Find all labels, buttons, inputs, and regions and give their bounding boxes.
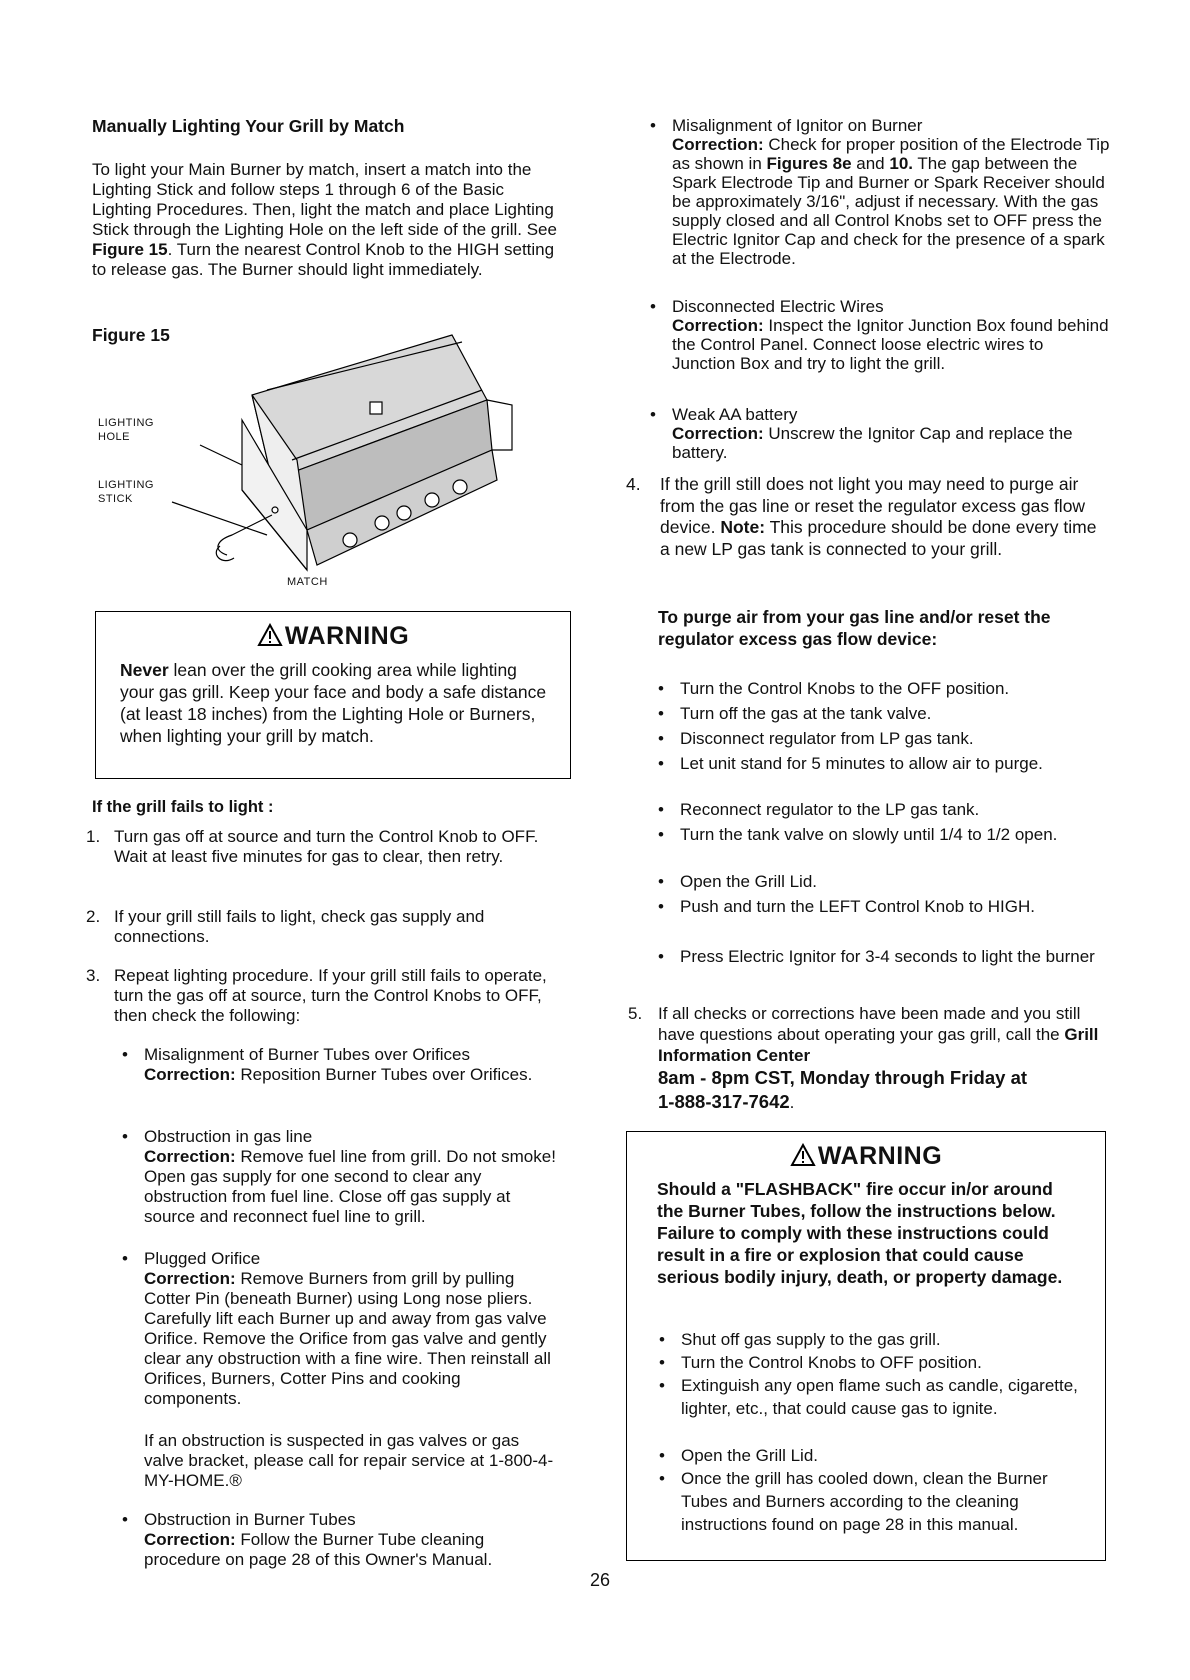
figure-caption: Figure 15	[92, 325, 170, 345]
page-number: 26	[590, 1570, 611, 1590]
hours: 8am - 8pm CST, Monday through Friday at	[658, 1067, 1028, 1088]
grill-info-center: Grill Information Center	[658, 1025, 1099, 1065]
phone-number: 1-888-317-7642	[658, 1091, 790, 1112]
section-heading: Manually Lighting Your Grill by Match	[92, 116, 405, 136]
lighting-hole-label-1: LIGHTING	[98, 417, 154, 429]
lighting-hole-label-2: HOLE	[98, 431, 130, 443]
warning-box-flashback: WARNING Should a "FLASHBACK" fire occur in/or around the Burner Tubes, follow the instructions below. Failure to comply with these instructions could result in a fire or explosion that could cause serious bodily injury, death, or property damage. • Shut off gas supply to the gas grill. • Turn the Control Knobs to OFF position. • Extinguish any open flame such as candle, cigarette, lighter, etc., that could cause gas to ignite. • Open the Grill Lid. • Once the grill has cooled down, clean the Burner Tubes and Burners according to the cleaning instructions found on page 28 in this manual.	[626, 1131, 1106, 1561]
figure-reference: Figure 15	[92, 240, 168, 259]
intro-paragraph: To light your Main Burner by match, insert a match into the Lighting Stick and follow steps 1 through 6 of the Basic Lighting Procedures. Then, light the match and place Lighting Stick through the Lighting Hole on the left side of the grill. See Figure 15. Turn the nearest Control Knob to the HIGH setting to release gas. The Burner should light immediately.	[92, 160, 557, 279]
grill-figure	[92, 330, 572, 610]
fails-heading: If the grill fails to light :	[92, 798, 274, 816]
match-label: MATCH	[287, 576, 328, 588]
purge-heading: To purge air from your gas line and/or reset the regulator excess gas flow device:	[658, 607, 1051, 649]
warning-title: WARNING	[96, 622, 570, 651]
lighting-stick-label-1: LIGHTING	[98, 479, 154, 491]
repair-note: If an obstruction is suspected in gas valves or gas valve bracket, please call for repair service at 1-800-4-MY-HOME.®	[144, 1431, 554, 1490]
grill-illustration	[92, 330, 572, 610]
warning-triangle-icon	[257, 623, 283, 647]
warning-title: WARNING	[627, 1142, 1105, 1171]
warning-bold-text: Should a "FLASHBACK" fire occur in/or around the Burner Tubes, follow the instructions below. Failure to comply with these instructions could result in a fire or explosion that could cause serious bodily injury, death, or property damage.	[657, 1179, 1063, 1287]
warning-text: Never lean over the grill cooking area while lighting your gas grill. Keep your face and body a safe distance (at least 18 inches) from the Lighting Hole or Burners, when lighting your grill by match.	[120, 660, 547, 746]
warning-triangle-icon	[790, 1143, 816, 1167]
lighting-stick-label-2: STICK	[98, 493, 133, 505]
warning-box-match	[95, 611, 571, 779]
